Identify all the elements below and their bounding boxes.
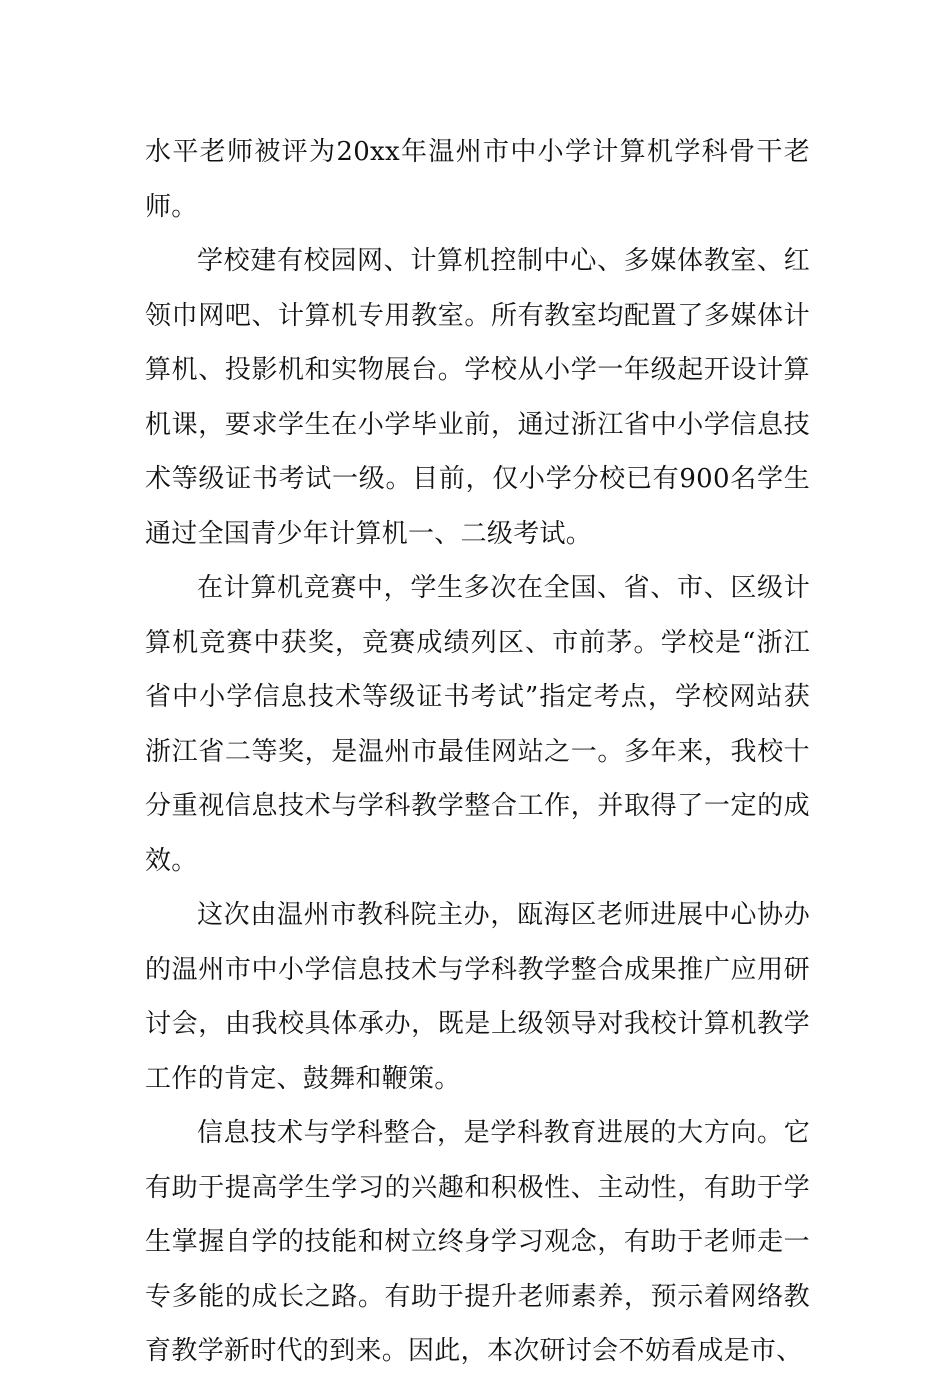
- document-body: [145, 125, 810, 1379]
- paragraph-seminar: 这次由温州市教科院主办，瓯海区老师进展中心协办的温州市中小学信息技术与学科教学整合成果推广应用研讨会，由我校具体承办，既是上级领导对我校计算机教学工作的肯定、鼓舞和鞭策。: [145, 900, 810, 1094]
- paragraph-campus-facilities: 学校建有校园网、计算机控制中心、多媒体教室、红领巾网吧、计算机专用教室。所有教室均配置了多媒体计算机、投影机和实物展台。学校从小学一年级起开设计算机课，要求学生在小学毕业前，通过浙江省中小学信息技术等级证书考试一级。目前，仅小学分校已有900名学生通过全国青少年计算机一、二级考试。: [145, 246, 810, 549]
- paragraph-competitions: 在计算机竞赛中，学生多次在全国、省、市、区级计算机竞赛中获奖，竞赛成绩列区、市前茅。学校是“浙江省中小学信息技术等级证书考试”指定考点，学校网站获浙江省二等奖，是温州市最佳网站之一。多年来，我校十分重视信息技术与学科教学整合工作，并取得了一定的成效。: [145, 573, 810, 876]
- paragraph-continued: 水平老师被评为20xx年温州市中小学计算机学科骨干老师。: [145, 137, 810, 222]
- paragraph-integration: 信息技术与学科整合，是学科教育进展的大方向。它有助于提高学生学习的兴趣和积极性、主动性，有助于学生掌握自学的技能和树立终身学习观念，有助于老师走一专多能的成长之路。有助于提升老师素养，预示着网络教育教学新时代的到来。因此，本次研讨会不妨看成是市、: [145, 1118, 810, 1366]
